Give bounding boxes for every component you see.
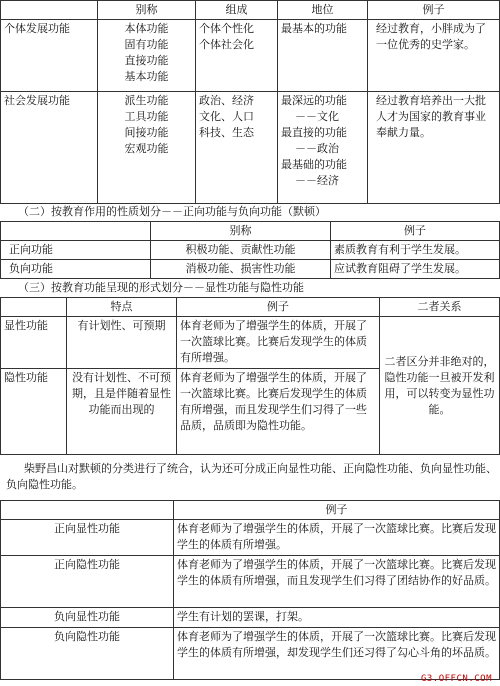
table-row	[1, 628, 500, 680]
composition-cell	[196, 20, 278, 92]
function-table-1	[0, 0, 500, 204]
table-row	[1, 260, 500, 279]
table-row	[1, 317, 500, 369]
status-cell	[278, 20, 368, 92]
alias-line: 基本功能	[124, 70, 169, 83]
row-name: 正向显性功能	[1, 520, 174, 556]
alias-line: 本体功能	[124, 22, 169, 35]
alias-line: 工具功能	[124, 110, 169, 123]
table-row	[1, 241, 500, 260]
row-name: 正向隐性功能	[1, 556, 174, 608]
alias-line: 派生功能	[124, 94, 169, 107]
composition-line: 科技、生态	[199, 126, 254, 139]
table-3-header-row	[1, 298, 500, 317]
table-2-header-example: 例子	[331, 222, 500, 241]
example-cell: 体育老师为了增强学生的体质，开展了一次篮球比赛。比赛后发现学生的体质有所增强，而且发现学生们习得了一些品质，品质即为隐性功能。	[177, 369, 380, 455]
feature-cell: 有计划性、可预期	[67, 317, 177, 369]
row-name: 显性功能	[1, 317, 67, 369]
table-1-header-alias: 别称	[98, 1, 196, 20]
table-3-header-blank	[1, 298, 67, 317]
example-cell: 学生有计划的罢课，打架。	[174, 608, 500, 628]
alias-cell	[98, 20, 196, 92]
relation-cell	[380, 317, 500, 455]
row-name: 正向功能	[1, 241, 151, 260]
row-name: 负向功能	[1, 260, 151, 279]
composition-line: 文化、人口	[199, 110, 254, 123]
table-4-header-row	[1, 501, 500, 520]
table-row	[1, 520, 500, 556]
alias-cell: 消极功能、损害性功能	[151, 260, 331, 279]
table-3-header-example: 例子	[177, 298, 380, 317]
section-2-caption: （二）按教育作用的性质划分－－正向功能与负向功能（默顿）	[18, 205, 326, 218]
table-1-header-blank	[1, 1, 98, 20]
example-cell: 经过教育，小胖成为了一位优秀的史学家。	[368, 20, 500, 92]
table-2-header-blank	[1, 222, 151, 241]
function-table-2	[0, 221, 500, 279]
function-table-4	[0, 500, 500, 680]
section-3-caption: （三）按教育功能呈现的形式划分－－显性功能与隐性功能	[18, 281, 304, 294]
example-cell: 体育老师为了增强学生的体质，开展了一次篮球比赛。比赛后发现学生的体质有所增强，却发现学生们还习得了勾心斗角的坏品质。	[174, 628, 500, 680]
example-cell: 体育老师为了增强学生的体质，开展了一次篮球比赛。比赛后发现学生的体质有所增强，而且发现学生们习得了团结协作的好品质。	[174, 556, 500, 608]
table-2-header-alias: 别称	[151, 222, 331, 241]
table-3-header-relation: 二者关系	[380, 298, 500, 317]
alias-cell: 积极功能、贡献性功能	[151, 241, 331, 260]
composition-line: 个体个性化	[199, 22, 254, 35]
composition-cell	[196, 92, 278, 204]
row-name: 隐性功能	[1, 369, 67, 455]
status-line: 最基础的功能	[281, 158, 347, 171]
alias-line: 固有功能	[124, 38, 169, 51]
example-cell: 经过教育培养出一大批人才为国家的教育事业奉献力量。	[368, 92, 500, 204]
row-name: 个体发展功能	[1, 20, 98, 92]
alias-line: 直接功能	[124, 54, 169, 67]
site-watermark: G3.OFFCN.COM	[420, 674, 492, 684]
status-line: 最直接的功能	[281, 126, 347, 139]
summary-paragraph: 柴野昌山对默顿的分类进行了统合，认为还可分成正向显性功能、正向隐性功能、负向显性功能、负向隐性功能。	[6, 462, 497, 491]
status-line: 最深远的功能	[281, 94, 347, 107]
example-cell: 体育老师为了增强学生的体质，开展了一次篮球比赛。比赛后发现学生的体质有所增强。	[174, 520, 500, 556]
status-line: －－经济	[295, 174, 339, 187]
table-row	[1, 92, 500, 204]
alias-line: 间接功能	[124, 126, 169, 139]
status-cell	[278, 92, 368, 204]
example-cell: 应试教育阻碍了学生发展。	[331, 260, 500, 279]
status-line: －－政治	[295, 142, 339, 155]
table-2-header-row	[1, 222, 500, 241]
composition-line: 个体社会化	[199, 38, 254, 51]
row-name: 负向显性功能	[1, 608, 174, 628]
status-line: －－文化	[295, 110, 339, 123]
composition-line: 政治、经济	[199, 94, 254, 107]
table-1-header-composition: 组成	[196, 1, 278, 20]
alias-cell	[98, 92, 196, 204]
table-4-header-blank	[1, 501, 174, 520]
relation-text: 二者区分并非绝对的，隐性功能一旦被开发利用，可以转变为显性功能。	[384, 354, 495, 416]
table-4-header-example: 例子	[174, 501, 500, 520]
example-cell: 体育老师为了增强学生的体质，开展了一次篮球比赛。比赛后发现学生的体质有所增强。	[177, 317, 380, 369]
table-1-header-example: 例子	[368, 1, 500, 20]
feature-cell: 没有计划性、不可预期，且是伴随着显性功能而出现的	[67, 369, 177, 455]
function-table-3	[0, 297, 500, 455]
alias-line: 宏观功能	[124, 142, 169, 155]
table-1-header-row	[1, 1, 500, 20]
example-cell: 素质教育有利于学生发展。	[331, 241, 500, 260]
table-row	[1, 20, 500, 92]
status-line: 最基本的功能	[281, 22, 347, 35]
table-row	[1, 556, 500, 608]
table-1-header-status: 地位	[278, 1, 368, 20]
table-row	[1, 608, 500, 628]
row-name: 负向隐性功能	[1, 628, 174, 680]
row-name: 社会发展功能	[1, 92, 98, 204]
table-3-header-feature: 特点	[67, 298, 177, 317]
